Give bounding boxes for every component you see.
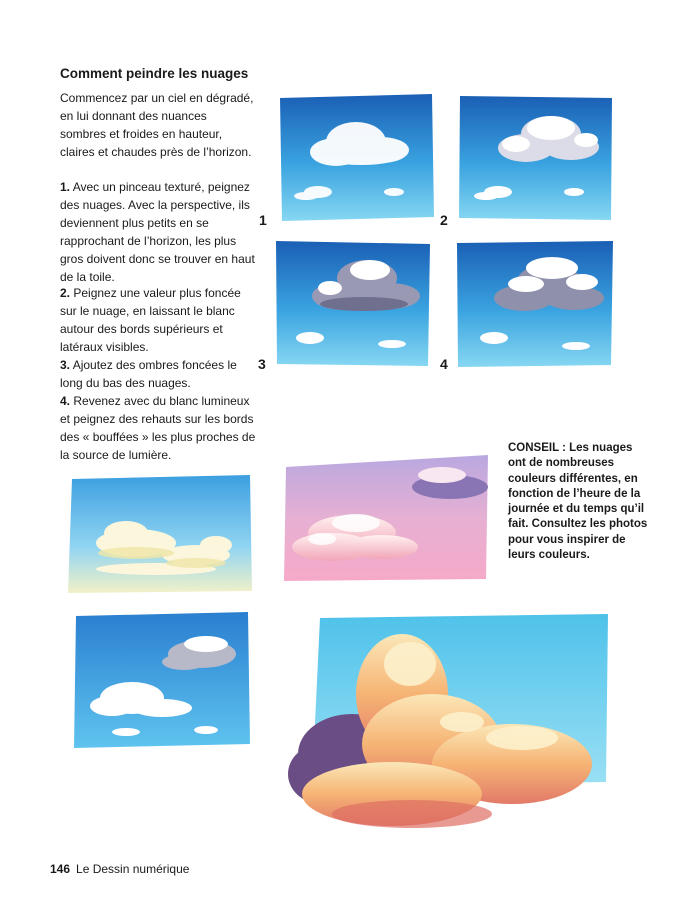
- step-1-number: 1.: [60, 180, 71, 194]
- step-3-number: 3.: [60, 358, 71, 372]
- book-title: Le Dessin numérique: [76, 862, 190, 876]
- cloud-painting-step-3: [272, 238, 434, 369]
- cloud-painting-step-2: [456, 92, 616, 223]
- section-heading: Comment peindre les nuages: [60, 66, 249, 81]
- step-4-number: 4.: [60, 394, 71, 408]
- step-label-1: 1: [259, 212, 267, 228]
- step-label-2: 2: [440, 212, 448, 228]
- cloud-painting-blue-sky: [72, 610, 254, 750]
- step-4-paragraph: [60, 392, 256, 464]
- step-3-paragraph: [60, 356, 256, 392]
- step-2-paragraph: [60, 284, 256, 356]
- cloud-painting-step-4: [454, 238, 616, 369]
- step-4-text: Revenez avec du blanc lumineux et peignez des rehauts sur les bords des « bouffées » les plus proches de la source de lumière.: [60, 394, 256, 462]
- cloud-painting-step-1: [276, 92, 436, 223]
- cloud-painting-yellow-clouds: [66, 473, 254, 595]
- step-1-text: Avec un pinceau texturé, peignez des nuages. Avec la perspective, ils deviennent plus petits en se rapprochant de l’horizon, les plus gros doivent donc se trouver en haut de la toile.: [60, 180, 255, 284]
- step-2-number: 2.: [60, 286, 71, 300]
- step-1-paragraph: [60, 178, 256, 286]
- intro-paragraph: Commencez par un ciel en dégradé, en lui donnant des nuances sombres et froides en hauteur, claires et chaudes près de l’horizon.: [60, 91, 254, 159]
- tip-text: Les nuages ont de nombreuses couleurs différentes, en fonction de l’heure de la journée et du temps qu’il fait. Consultez les photos pour vous inspirer de leurs couleurs.: [508, 442, 648, 562]
- step-2-text: Peignez une valeur plus foncée sur le nuage, en laissant le blanc autour des bords supérieurs et latéraux visibles.: [60, 286, 241, 354]
- page-number: 146: [50, 862, 71, 876]
- step-label-4: 4: [440, 356, 448, 372]
- page-footer: [50, 862, 189, 876]
- tip-box: [508, 441, 648, 563]
- step-3-text: Ajoutez des ombres foncées le long du bas des nuages.: [60, 358, 237, 390]
- step-label-3: 3: [258, 356, 266, 372]
- cloud-painting-large-cumulus: [282, 614, 610, 836]
- cloud-painting-sunset-clouds: [282, 447, 492, 585]
- tip-label: CONSEIL :: [508, 442, 566, 454]
